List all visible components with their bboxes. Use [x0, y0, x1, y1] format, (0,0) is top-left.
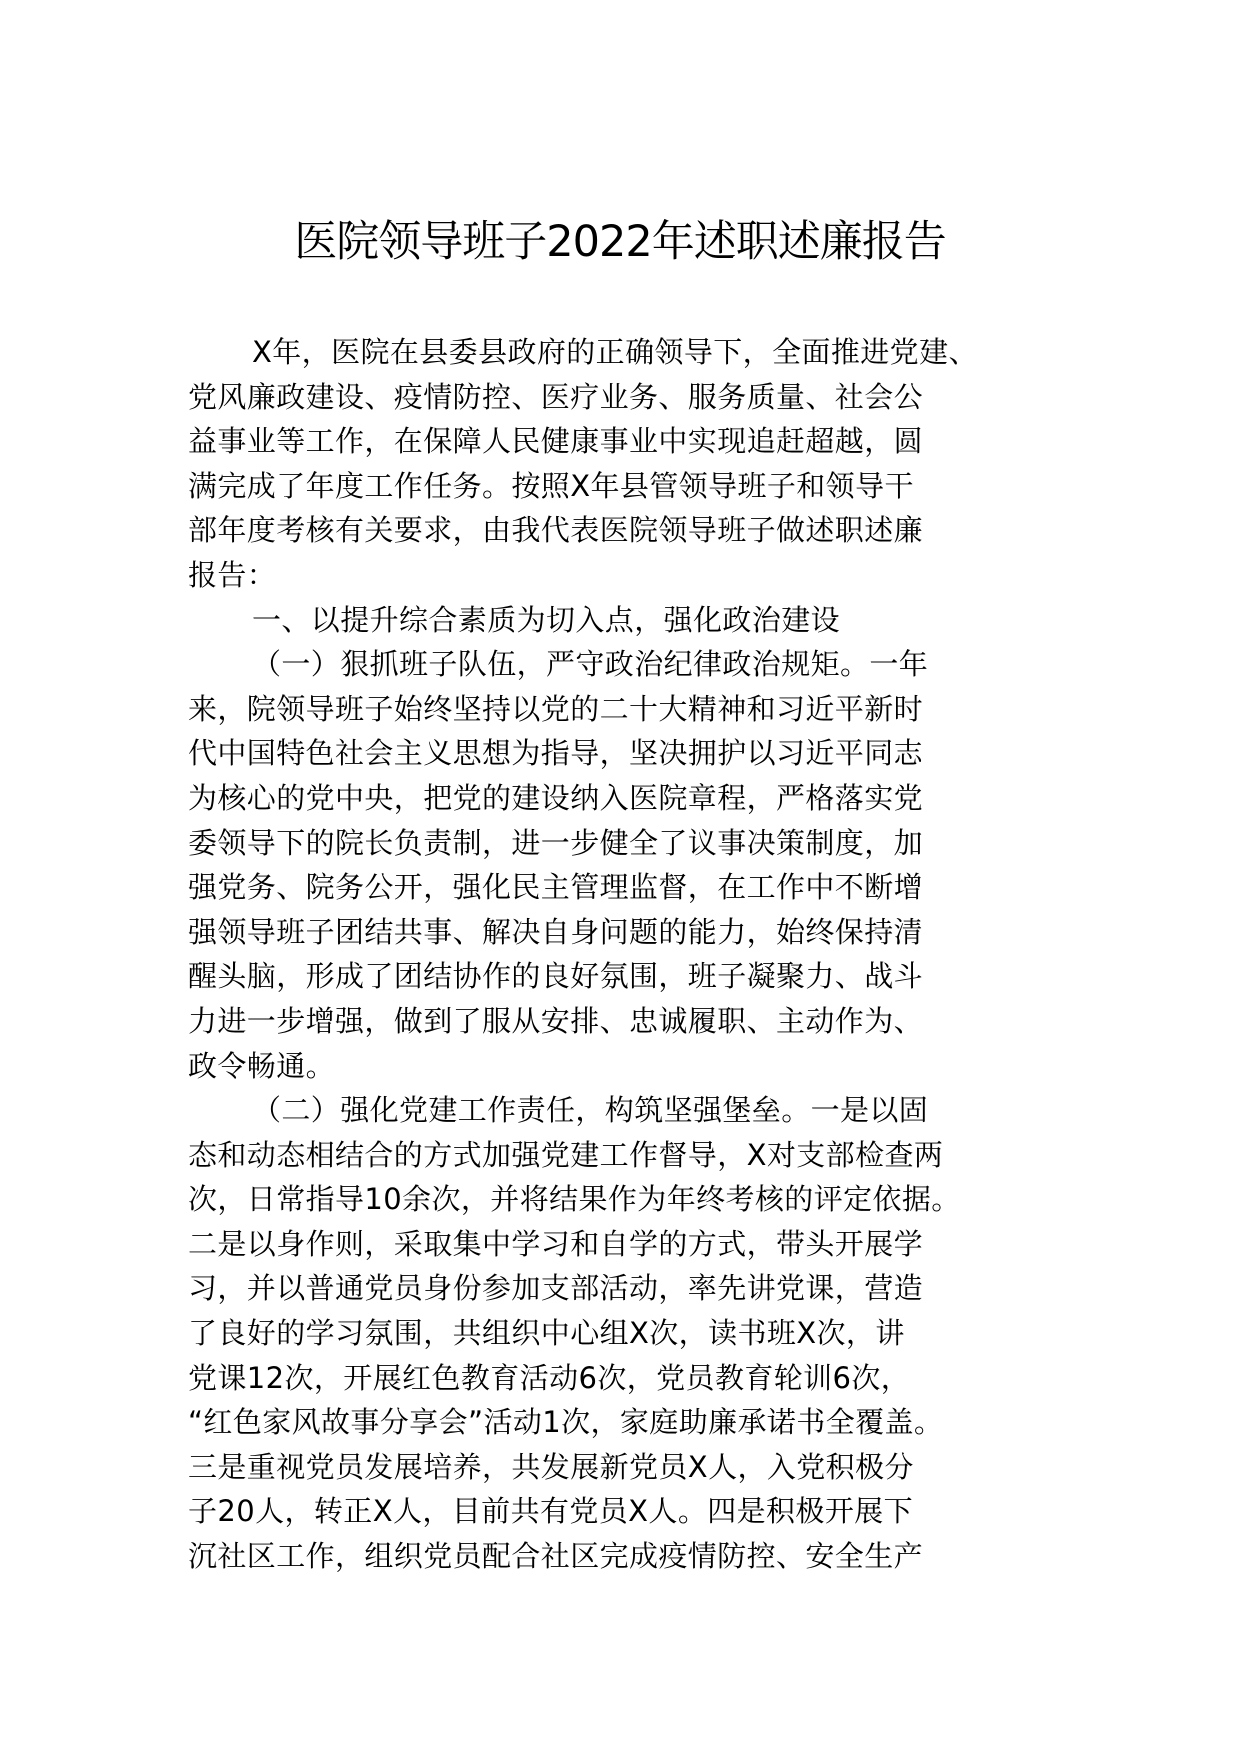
subsection-2-line-9: 三是重视党员发展培养，共发展新党员X人，入党积极分: [188, 1449, 914, 1484]
subsection-2-line-7: 党课12次，开展红色教育活动6次，党员教育轮训6次，: [188, 1360, 911, 1395]
subsection-1-line-4: 为核心的党中央，把党的建设纳入医院章程，严格落实党: [188, 780, 924, 815]
subsection-2-line-2: 态和动态相结合的方式加强党建工作督导，X对支部检查两: [188, 1137, 944, 1172]
subsection-2-line-6: 了良好的学习氛围，共组织中心组X次，读书班X次，讲: [188, 1316, 905, 1351]
subsection-2-line-1: （二）强化党建工作责任，构筑坚强堡垒。一是以固: [252, 1093, 929, 1128]
document-title: 医院领导班子2022年述职述廉报告: [294, 217, 946, 267]
subsection-1-line-6: 强党务、院务公开，强化民主管理监督，在工作中不断增: [188, 870, 924, 905]
subsection-1-line-8: 醒头脑，形成了团结协作的良好氛围，班子凝聚力、战斗: [188, 959, 924, 994]
subsection-2-line-8: “红色家风故事分享会”活动1次，家庭助廉承诺书全覆盖。: [188, 1405, 944, 1440]
subsection-1-line-7: 强领导班子团结共事、解决自身问题的能力，始终保持清: [188, 914, 924, 949]
subsection-2-line-4: 二是以身作则，采取集中学习和自学的方式，带头开展学: [188, 1226, 924, 1261]
subsection-1-line-9: 力进一步增强，做到了服从安排、忠诚履职、主动作为、: [188, 1003, 924, 1038]
subsection-1-line-2: 来，院领导班子始终坚持以党的二十大精神和习近平新时: [188, 691, 924, 726]
paragraph-intro-line-6: 报告：: [188, 557, 277, 592]
section-heading-1: 一、以提升综合素质为切入点，强化政治建设: [252, 602, 841, 637]
subsection-1-line-1: （一）狠抓班子队伍，严守政治纪律政治规矩。一年: [252, 647, 929, 682]
subsection-2-line-5: 习，并以普通党员身份参加支部活动，率先讲党课，营造: [188, 1271, 924, 1306]
subsection-1-line-5: 委领导下的院长负责制，进一步健全了议事决策制度，加: [188, 825, 924, 860]
subsection-2-line-11: 沉社区工作，组织党员配合社区完成疫情防控、安全生产: [188, 1539, 924, 1574]
paragraph-intro-line-2: 党风廉政建设、疫情防控、医疗业务、服务质量、社会公: [188, 379, 924, 414]
paragraph-intro-line-5: 部年度考核有关要求，由我代表医院领导班子做述职述廉: [188, 513, 924, 548]
subsection-1-line-3: 代中国特色社会主义思想为指导，坚决拥护以习近平同志: [188, 736, 924, 771]
subsection-2-line-10: 子20人，转正X人，目前共有党员X人。四是积极开展下: [188, 1494, 914, 1529]
document-body: [188, 330, 1068, 1579]
subsection-1-line-10: 政令畅通。: [188, 1048, 336, 1083]
subsection-2-line-3: 次，日常指导10余次，并将结果作为年终考核的评定依据。: [188, 1182, 961, 1217]
paragraph-intro-line-3: 益事业等工作，在保障人民健康事业中实现追赶超越，圆: [188, 424, 924, 459]
paragraph-intro-line-4: 满完成了年度工作任务。按照X年县管领导班子和领导干: [188, 468, 914, 503]
paragraph-intro-line-1: X年，医院在县委县政府的正确领导下，全面推进党建、: [252, 335, 978, 369]
